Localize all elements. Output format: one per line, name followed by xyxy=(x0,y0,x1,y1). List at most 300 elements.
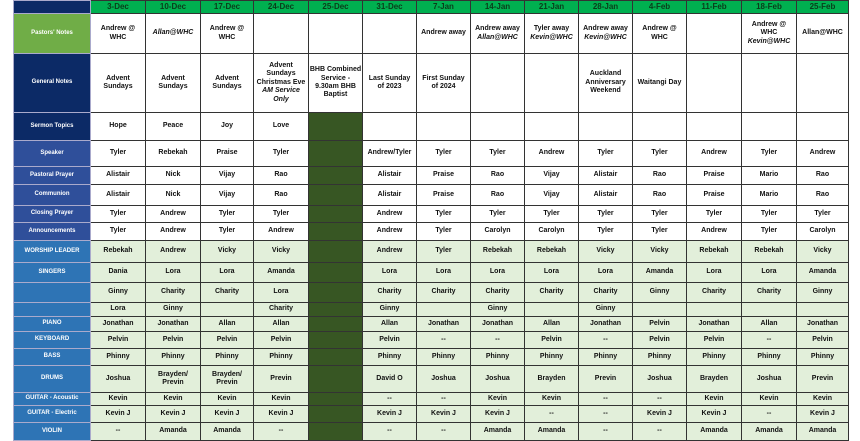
roster-cell[interactable] xyxy=(309,241,363,263)
roster-cell[interactable]: Vicky xyxy=(254,241,309,263)
roster-cell[interactable]: Andrew @ WHC xyxy=(91,14,146,54)
roster-cell[interactable]: Kevin J xyxy=(201,406,254,423)
roster-cell[interactable]: Lora xyxy=(471,263,525,283)
roster-cell[interactable] xyxy=(633,303,687,317)
roster-cell[interactable]: Tyler xyxy=(254,141,309,167)
roster-cell[interactable]: First Sunday of 2024 xyxy=(417,54,471,113)
table-row xyxy=(14,423,849,441)
row-label: Sermon Topics xyxy=(14,113,91,141)
roster-cell[interactable]: Praise xyxy=(687,185,742,206)
roster-cell[interactable]: Allan xyxy=(742,317,797,332)
roster-cell[interactable]: -- xyxy=(742,332,797,349)
date-header: 11-Feb xyxy=(687,1,742,14)
roster-cell[interactable]: Kevin xyxy=(687,393,742,406)
roster-cell[interactable]: Kevin xyxy=(797,393,849,406)
cell-line: Kevin@WHC xyxy=(584,33,627,41)
roster-cell[interactable]: Allan xyxy=(201,317,254,332)
roster-cell[interactable] xyxy=(309,303,363,317)
roster-cell[interactable]: Tyler xyxy=(742,206,797,223)
roster-cell[interactable]: Ginny xyxy=(91,283,146,303)
roster-cell[interactable]: -- xyxy=(579,332,633,349)
roster-cell[interactable] xyxy=(687,54,742,113)
roster-cell[interactable]: Vijay xyxy=(525,185,579,206)
roster-cell[interactable] xyxy=(309,349,363,366)
roster-cell[interactable]: Dania xyxy=(91,263,146,283)
roster-cell[interactable]: Allan xyxy=(254,317,309,332)
date-header: 28-Jan xyxy=(579,1,633,14)
roster-cell[interactable]: Tyler xyxy=(633,206,687,223)
roster-cell[interactable] xyxy=(309,223,363,241)
roster-cell[interactable]: Last Sunday of 2023 xyxy=(363,54,417,113)
roster-cell[interactable]: Charity xyxy=(417,283,471,303)
roster-cell[interactable]: Kevin xyxy=(254,393,309,406)
roster-cell[interactable] xyxy=(471,113,525,141)
roster-cell[interactable] xyxy=(525,113,579,141)
roster-cell[interactable]: Kevin xyxy=(146,393,201,406)
roster-cell[interactable]: Ginny xyxy=(363,303,417,317)
roster-cell[interactable] xyxy=(309,366,363,393)
roster-cell[interactable] xyxy=(471,14,525,54)
roster-cell[interactable]: Andrew xyxy=(146,241,201,263)
cell-line: Only xyxy=(273,95,289,103)
roster-cell[interactable] xyxy=(309,317,363,332)
roster-cell[interactable]: Pelvin xyxy=(525,332,579,349)
roster-cell[interactable]: Jonathan xyxy=(687,317,742,332)
roster-cell[interactable]: Vicky xyxy=(579,241,633,263)
roster-cell[interactable]: Alistair xyxy=(91,167,146,185)
roster-cell[interactable]: Andrew xyxy=(687,223,742,241)
roster-cell[interactable]: Vijay xyxy=(525,167,579,185)
roster-cell[interactable]: Phinny xyxy=(579,349,633,366)
roster-cell[interactable]: Kevin xyxy=(91,393,146,406)
roster-cell[interactable] xyxy=(417,113,471,141)
roster-cell[interactable]: Tyler xyxy=(201,206,254,223)
roster-cell[interactable]: Tyler xyxy=(742,141,797,167)
roster-cell[interactable] xyxy=(309,167,363,185)
roster-cell[interactable] xyxy=(309,423,363,441)
roster-cell[interactable]: Pelvin xyxy=(633,317,687,332)
table-row xyxy=(14,223,849,241)
roster-cell[interactable]: Andrew @ WHC xyxy=(633,14,687,54)
roster-cell[interactable]: Vicky xyxy=(797,241,849,263)
roster-cell[interactable] xyxy=(309,332,363,349)
roster-cell[interactable]: Tyler xyxy=(633,141,687,167)
roster-cell[interactable]: Auckland Anniversary Weekend xyxy=(579,54,633,113)
roster-cell[interactable]: -- xyxy=(417,423,471,441)
row-label: Pastors' Notes xyxy=(14,14,91,54)
roster-cell[interactable]: Andrew xyxy=(525,141,579,167)
roster-cell[interactable]: Pelvin xyxy=(146,332,201,349)
roster-cell[interactable]: Lora xyxy=(91,303,146,317)
roster-cell[interactable]: Amanda xyxy=(797,263,849,283)
roster-cell[interactable]: Advent Sundays xyxy=(91,54,146,113)
roster-cell[interactable]: Joy xyxy=(201,113,254,141)
roster-cell[interactable]: Nick xyxy=(146,185,201,206)
roster-cell[interactable]: Andrew xyxy=(254,223,309,241)
roster-cell[interactable]: -- xyxy=(417,393,471,406)
roster-cell[interactable]: Jonathan xyxy=(91,317,146,332)
roster-cell[interactable]: Previn xyxy=(254,366,309,393)
roster-cell[interactable]: Amanda xyxy=(742,423,797,441)
roster-cell[interactable]: Mario xyxy=(742,167,797,185)
roster-cell[interactable]: Phinny xyxy=(91,349,146,366)
roster-cell[interactable]: Advent Sundays xyxy=(146,54,201,113)
roster-cell[interactable]: Tyler xyxy=(417,206,471,223)
roster-cell[interactable] xyxy=(687,14,742,54)
roster-cell[interactable] xyxy=(309,185,363,206)
roster-cell[interactable]: -- xyxy=(579,393,633,406)
roster-cell[interactable]: Jonathan xyxy=(417,317,471,332)
roster-cell[interactable]: Phinny xyxy=(363,349,417,366)
date-header: 25-Dec xyxy=(309,1,363,14)
roster-cell[interactable]: Andrew xyxy=(363,223,417,241)
roster-cell[interactable]: Tyler xyxy=(742,223,797,241)
roster-cell[interactable]: Rebekah xyxy=(742,241,797,263)
cell-line: Andrew away xyxy=(475,25,520,33)
roster-cell[interactable]: Kevin J xyxy=(633,406,687,423)
roster-cell[interactable]: Joshua xyxy=(471,366,525,393)
roster-cell[interactable] xyxy=(309,206,363,223)
roster-cell[interactable]: -- xyxy=(742,406,797,423)
roster-cell[interactable]: Charity xyxy=(687,283,742,303)
roster-cell[interactable]: Tyler xyxy=(417,141,471,167)
roster-cell[interactable]: Kevin J xyxy=(363,406,417,423)
roster-cell[interactable]: Andrew @ WHC xyxy=(201,14,254,54)
roster-cell[interactable]: Jonathan xyxy=(146,317,201,332)
roster-cell[interactable]: Rebekah xyxy=(91,241,146,263)
date-header: 14-Jan xyxy=(471,1,525,14)
roster-cell[interactable] xyxy=(254,14,309,54)
roster-cell[interactable]: Praise xyxy=(687,167,742,185)
roster-cell[interactable]: Ginny xyxy=(797,283,849,303)
roster-cell[interactable]: Tyler xyxy=(91,206,146,223)
roster-cell[interactable]: Vicky xyxy=(201,241,254,263)
roster-cell[interactable]: -- xyxy=(579,423,633,441)
roster-cell[interactable]: Joshua xyxy=(742,366,797,393)
roster-cell[interactable]: Lora xyxy=(687,263,742,283)
roster-cell[interactable]: Amanda xyxy=(146,423,201,441)
roster-cell[interactable]: Tyler xyxy=(417,241,471,263)
roster-cell[interactable]: Mario xyxy=(742,185,797,206)
roster-cell[interactable]: Alistair xyxy=(363,185,417,206)
roster-cell[interactable]: Charity xyxy=(146,283,201,303)
roster-cell[interactable]: Vicky xyxy=(633,241,687,263)
roster-cell[interactable]: Rebekah xyxy=(525,241,579,263)
roster-cell[interactable]: Advent Sundays xyxy=(201,54,254,113)
roster-cell[interactable]: Alistair xyxy=(579,167,633,185)
roster-cell[interactable]: Joshua xyxy=(633,366,687,393)
roster-cell[interactable]: Kevin xyxy=(525,393,579,406)
roster-cell[interactable]: Brayden/ Previn xyxy=(146,366,201,393)
roster-cell[interactable] xyxy=(309,141,363,167)
roster-cell[interactable]: Kevin J xyxy=(91,406,146,423)
roster-cell[interactable]: Rebekah xyxy=(471,241,525,263)
roster-cell[interactable] xyxy=(525,54,579,113)
roster-cell[interactable]: Lora xyxy=(742,263,797,283)
date-header: 10-Dec xyxy=(146,1,201,14)
roster-cell[interactable]: Previn xyxy=(797,366,849,393)
roster-cell[interactable]: Jonathan xyxy=(471,317,525,332)
roster-cell[interactable]: Charity xyxy=(254,303,309,317)
roster-cell[interactable]: Pelvin xyxy=(633,332,687,349)
roster-cell[interactable]: Tyler xyxy=(687,206,742,223)
roster-cell[interactable]: Pelvin xyxy=(91,332,146,349)
roster-cell[interactable]: Kevin J xyxy=(471,406,525,423)
roster-cell[interactable]: Rao xyxy=(797,167,849,185)
roster-cell[interactable] xyxy=(633,113,687,141)
roster-cell[interactable] xyxy=(742,54,797,113)
roster-cell[interactable]: Amanda xyxy=(797,423,849,441)
roster-cell[interactable]: Joshua xyxy=(91,366,146,393)
roster-cell[interactable] xyxy=(471,54,525,113)
roster-cell[interactable]: Amanda xyxy=(201,423,254,441)
roster-cell[interactable]: Praise xyxy=(201,141,254,167)
roster-cell[interactable]: Lora xyxy=(146,263,201,283)
roster-cell[interactable]: BHB Combined Service - 9.30am BHB Baptist xyxy=(309,54,363,113)
roster-cell[interactable]: Pelvin xyxy=(363,332,417,349)
roster-cell[interactable]: Tyler xyxy=(91,141,146,167)
roster-cell[interactable]: Waitangi Day xyxy=(633,54,687,113)
roster-cell[interactable] xyxy=(254,54,309,113)
roster-cell[interactable]: Rebekah xyxy=(146,141,201,167)
roster-cell[interactable]: Love xyxy=(254,113,309,141)
table-row xyxy=(14,113,849,141)
roster-cell[interactable]: -- xyxy=(471,332,525,349)
roster-cell[interactable]: Charity xyxy=(363,283,417,303)
roster-cell[interactable]: Andrew xyxy=(146,223,201,241)
roster-cell[interactable]: Rao xyxy=(471,167,525,185)
roster-cell[interactable]: Andrew xyxy=(687,141,742,167)
roster-cell[interactable] xyxy=(146,14,201,54)
roster-cell[interactable] xyxy=(309,263,363,283)
roster-cell[interactable] xyxy=(797,113,849,141)
roster-cell[interactable]: Pelvin xyxy=(687,332,742,349)
roster-cell[interactable]: Kevin J xyxy=(417,406,471,423)
roster-cell[interactable]: Charity xyxy=(579,283,633,303)
table-row xyxy=(14,14,849,54)
roster-cell[interactable]: Allan xyxy=(363,317,417,332)
roster-cell[interactable]: Vijay xyxy=(201,167,254,185)
roster-cell[interactable]: Carolyn xyxy=(525,223,579,241)
cell-line: Kevin@WHC xyxy=(747,37,791,45)
roster-cell[interactable]: Pelvin xyxy=(254,332,309,349)
roster-cell[interactable]: Lora xyxy=(579,263,633,283)
roster-cell[interactable] xyxy=(579,113,633,141)
roster-cell[interactable]: Andrew xyxy=(146,206,201,223)
date-header: 18-Feb xyxy=(742,1,797,14)
roster-cell[interactable] xyxy=(309,393,363,406)
roster-cell[interactable]: -- xyxy=(579,406,633,423)
roster-cell[interactable]: Kevin xyxy=(201,393,254,406)
table-row xyxy=(14,393,849,406)
roster-cell[interactable] xyxy=(797,54,849,113)
row-label: PIANO xyxy=(14,317,91,332)
roster-cell[interactable]: Rao xyxy=(633,185,687,206)
roster-cell[interactable]: Rao xyxy=(254,167,309,185)
roster-cell[interactable]: Rebekah xyxy=(687,241,742,263)
roster-cell[interactable]: Lora xyxy=(201,263,254,283)
roster-cell[interactable]: Charity xyxy=(742,283,797,303)
roster-cell[interactable] xyxy=(309,14,363,54)
roster-cell[interactable]: -- xyxy=(363,423,417,441)
roster-cell[interactable] xyxy=(525,303,579,317)
table-row xyxy=(14,206,849,223)
roster-cell[interactable]: Amanda xyxy=(525,423,579,441)
roster-cell[interactable]: Amanda xyxy=(471,423,525,441)
roster-cell[interactable]: Jonathan xyxy=(797,317,849,332)
cell-line: Allan@WHC xyxy=(477,33,518,41)
row-label: General Notes xyxy=(14,54,91,113)
roster-cell[interactable]: Praise xyxy=(417,185,471,206)
row-label: Closing Prayer xyxy=(14,206,91,223)
roster-cell[interactable]: -- xyxy=(633,393,687,406)
roster-cell[interactable]: Alistair xyxy=(91,185,146,206)
roster-cell[interactable]: Rao xyxy=(471,185,525,206)
roster-cell[interactable]: Ginny xyxy=(471,303,525,317)
roster-cell[interactable]: Pelvin xyxy=(201,332,254,349)
roster-cell[interactable]: Nick xyxy=(146,167,201,185)
roster-cell[interactable]: Alistair xyxy=(579,185,633,206)
roster-cell[interactable]: Phinny xyxy=(797,349,849,366)
roster-cell[interactable]: Phinny xyxy=(417,349,471,366)
roster-cell[interactable] xyxy=(742,303,797,317)
roster-cell[interactable]: Lora xyxy=(417,263,471,283)
roster-cell[interactable]: Phinny xyxy=(687,349,742,366)
roster-cell[interactable]: Kevin J xyxy=(254,406,309,423)
roster-cell[interactable]: Phinny xyxy=(742,349,797,366)
roster-cell[interactable] xyxy=(687,303,742,317)
roster-cell[interactable]: Tyler xyxy=(417,223,471,241)
cell-line: Advent Sundays xyxy=(266,62,296,78)
roster-cell[interactable]: -- xyxy=(525,406,579,423)
roster-cell[interactable]: Andrew xyxy=(797,141,849,167)
roster-cell[interactable]: Lora xyxy=(525,263,579,283)
roster-cell[interactable] xyxy=(363,14,417,54)
roster-cell[interactable]: Kevin J xyxy=(687,406,742,423)
cell-line: Allan@WHC xyxy=(152,29,194,37)
roster-cell[interactable]: Tyler xyxy=(91,223,146,241)
roster-cell[interactable]: Pelvin xyxy=(797,332,849,349)
roster-cell[interactable] xyxy=(687,113,742,141)
roster-cell[interactable]: Rao xyxy=(254,185,309,206)
roster-cell[interactable]: Tyler xyxy=(471,206,525,223)
roster-cell[interactable]: Phinny xyxy=(471,349,525,366)
roster-cell[interactable]: Kevin xyxy=(742,393,797,406)
roster-cell[interactable]: Ginny xyxy=(146,303,201,317)
row-label: GUITAR - Electric xyxy=(14,406,91,423)
roster-cell[interactable]: Tyler xyxy=(525,206,579,223)
roster-cell[interactable]: Amanda xyxy=(687,423,742,441)
roster-cell[interactable]: Tyler xyxy=(471,141,525,167)
roster-cell[interactable]: Allan@WHC xyxy=(797,14,849,54)
roster-cell[interactable]: Tyler xyxy=(579,223,633,241)
roster-cell[interactable]: Andrew xyxy=(363,241,417,263)
roster-cell[interactable]: Amanda xyxy=(633,263,687,283)
roster-cell[interactable] xyxy=(742,113,797,141)
roster-cell[interactable]: -- xyxy=(417,332,471,349)
roster-cell[interactable]: Phinny xyxy=(146,349,201,366)
table-row xyxy=(14,141,849,167)
roster-cell[interactable]: Tyler xyxy=(201,223,254,241)
roster-cell[interactable]: Allan xyxy=(525,317,579,332)
cell-line: Andrew @ xyxy=(751,20,787,28)
row-label xyxy=(14,283,91,303)
roster-cell[interactable]: Ginny xyxy=(633,283,687,303)
roster-cell[interactable]: Phinny xyxy=(633,349,687,366)
roster-cell[interactable] xyxy=(797,303,849,317)
header-row xyxy=(14,1,849,14)
roster-cell[interactable]: Ginny xyxy=(579,303,633,317)
roster-cell[interactable]: Rao xyxy=(633,167,687,185)
roster-cell[interactable] xyxy=(309,283,363,303)
date-header: 21-Jan xyxy=(525,1,579,14)
roster-cell[interactable]: Previn xyxy=(579,366,633,393)
roster-cell[interactable]: Charity xyxy=(471,283,525,303)
roster-cell[interactable]: Charity xyxy=(201,283,254,303)
roster-cell[interactable] xyxy=(525,14,579,54)
roster-cell[interactable]: Tyler xyxy=(579,141,633,167)
roster-cell[interactable]: Tyler xyxy=(797,206,849,223)
roster-cell[interactable]: Brayden xyxy=(687,366,742,393)
roster-cell[interactable]: Brayden xyxy=(525,366,579,393)
roster-cell[interactable]: Tyler xyxy=(579,206,633,223)
roster-cell[interactable]: Andrew/Tyler xyxy=(363,141,417,167)
roster-cell[interactable]: Alistair xyxy=(363,167,417,185)
roster-cell[interactable]: -- xyxy=(363,393,417,406)
roster-cell[interactable]: Lora xyxy=(254,283,309,303)
roster-cell[interactable]: David O xyxy=(363,366,417,393)
roster-cell[interactable]: -- xyxy=(91,423,146,441)
roster-cell[interactable]: Hope xyxy=(91,113,146,141)
roster-cell[interactable] xyxy=(742,14,797,54)
roster-cell[interactable]: Joshua xyxy=(417,366,471,393)
roster-cell[interactable]: Amanda xyxy=(254,263,309,283)
roster-cell[interactable]: Phinny xyxy=(201,349,254,366)
roster-cell[interactable]: Jonathan xyxy=(579,317,633,332)
roster-cell[interactable] xyxy=(417,303,471,317)
roster-cell[interactable]: Lora xyxy=(363,263,417,283)
roster-cell[interactable]: Praise xyxy=(417,167,471,185)
cell-line: WHC xyxy=(760,29,778,37)
roster-cell[interactable] xyxy=(309,406,363,423)
roster-cell[interactable]: Kevin J xyxy=(146,406,201,423)
roster-cell[interactable]: Brayden/ Previn xyxy=(201,366,254,393)
roster-cell[interactable]: Andrew xyxy=(363,206,417,223)
roster-cell[interactable] xyxy=(579,14,633,54)
roster-cell[interactable]: Kevin J xyxy=(797,406,849,423)
table-row xyxy=(14,317,849,332)
roster-cell[interactable]: Charity xyxy=(525,283,579,303)
roster-cell[interactable]: Rao xyxy=(797,185,849,206)
roster-cell[interactable] xyxy=(363,113,417,141)
roster-cell[interactable] xyxy=(201,303,254,317)
roster-cell[interactable]: Carolyn xyxy=(797,223,849,241)
roster-cell[interactable]: -- xyxy=(633,423,687,441)
row-label: WORSHIP LEADER xyxy=(14,241,91,263)
roster-cell[interactable] xyxy=(309,113,363,141)
roster-cell[interactable]: Carolyn xyxy=(471,223,525,241)
roster-cell[interactable]: Phinny xyxy=(525,349,579,366)
roster-cell[interactable]: Kevin xyxy=(471,393,525,406)
roster-cell[interactable]: Peace xyxy=(146,113,201,141)
roster-cell[interactable]: Vijay xyxy=(201,185,254,206)
roster-cell[interactable]: Andrew away xyxy=(417,14,471,54)
roster-cell[interactable]: -- xyxy=(254,423,309,441)
roster-cell[interactable]: Tyler xyxy=(633,223,687,241)
cell-line: Kevin@WHC xyxy=(530,33,573,41)
roster-cell[interactable]: Tyler xyxy=(254,206,309,223)
roster-cell[interactable]: Phinny xyxy=(254,349,309,366)
